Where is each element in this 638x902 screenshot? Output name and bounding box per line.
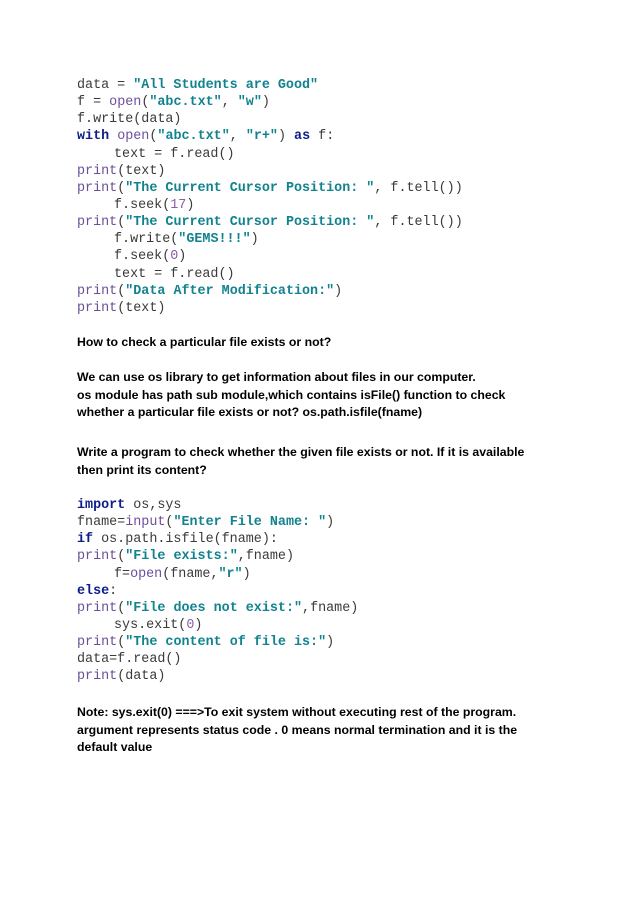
code-token: : [109,583,118,599]
code-line [77,128,463,145]
code-token: 0 [170,249,179,265]
code-token: print [77,215,118,231]
code-token: print [77,163,118,179]
task-line: then print its content? [77,462,207,477]
code-token: ) [178,249,187,265]
task-paragraph [77,444,567,479]
code-token: ( [117,215,126,231]
code-line [77,497,358,514]
code-line [77,94,463,111]
code-block-file-modification [77,77,463,317]
code-line [77,548,358,565]
task-line: Write a program to check whether the given file exists or not. If it is available [77,445,525,459]
code-token: f.write( [114,232,179,248]
note-line: Note: sys.exit(0) ===>To exit system without executing rest of the program. [77,705,517,719]
code-token: "r" [218,566,243,582]
code-line [77,163,463,180]
code-line [77,617,358,634]
code-token: "r+" [245,129,278,145]
code-token: f.seek( [114,249,171,265]
code-line [77,668,358,685]
code-token: text = f.read() [114,266,235,282]
code-line [77,248,463,265]
code-token: ) [277,129,295,145]
code-token: ,fname) [237,549,294,565]
code-token: "w" [237,95,262,111]
code-token: 17 [170,197,187,213]
code-token: print [77,549,118,565]
code-line [77,566,358,583]
code-token: "abc.txt" [149,95,222,111]
code-token: f = [77,95,110,111]
code-token: open [117,129,150,145]
code-line [77,300,463,317]
code-token: os.path.isfile(fname): [93,532,278,548]
code-token: ( [117,600,126,616]
code-token: ) [242,566,251,582]
question-heading [77,334,567,352]
code-line [77,77,463,94]
code-token: ( [165,515,174,531]
code-token: import [77,498,126,513]
code-token: print [77,635,118,651]
code-token: ( [149,129,158,145]
explanation-line: whether a particular file exists or not? os.path.isfile(fname) [77,405,423,420]
code-line [77,283,463,300]
code-token: (text) [117,300,166,316]
note-paragraph [77,704,567,757]
code-token: "All Students are Good" [133,78,319,93]
code-token: text = f.read() [114,146,235,162]
code-token: f.seek( [114,197,171,213]
code-token: os,sys [125,498,182,513]
code-line [77,583,358,600]
code-token: print [77,300,118,316]
note-line: argument represents status code . 0 means normal termination and it is the [77,722,518,737]
code-token: as [294,129,311,145]
code-line [77,111,463,128]
explanation-paragraph [77,369,567,422]
code-line [77,651,358,668]
code-token [109,129,117,144]
code-token: "The content of file is:" [125,635,327,651]
note-line: default value [77,740,153,755]
code-line [77,266,463,283]
code-token: "Enter File Name: " [173,515,327,531]
code-token: print [77,283,118,299]
code-token: (data) [117,669,166,685]
code-token: f: [310,129,335,145]
code-token: ) [326,515,335,531]
code-line [77,634,358,651]
code-token: , [229,129,246,145]
code-token: ) [186,197,195,213]
code-block-file-exists [77,497,358,686]
code-line [77,214,463,231]
code-token: data = [77,78,134,93]
code-line [77,180,463,197]
code-token: ) [194,617,203,633]
code-token: f.write(data) [77,112,182,128]
code-token: , f.tell()) [374,180,463,196]
code-token: else [77,583,110,599]
code-token: if [77,532,94,548]
question-line: How to check a particular file exists or not? [77,335,332,349]
code-line [77,514,358,531]
code-token: print [77,669,118,685]
code-token: ( [117,283,126,299]
code-token: ) [334,283,343,299]
code-token: open [109,95,142,111]
code-token: print [77,600,118,616]
code-line [77,600,358,617]
code-token: data=f.read() [77,652,182,668]
code-token: ) [326,635,335,651]
code-token: ,fname) [302,600,359,616]
code-token: "GEMS!!!" [178,232,251,248]
code-line [77,531,358,548]
code-line [77,146,463,163]
code-token: ( [117,180,126,196]
code-token: ( [141,95,150,111]
code-token: "The Current Cursor Position: " [125,180,375,196]
code-token: ) [261,95,270,111]
code-token: fname= [77,515,126,531]
code-token: ( [117,549,126,565]
code-token: "The Current Cursor Position: " [125,215,375,231]
code-token: "Data After Modification:" [125,283,335,299]
code-token: ( [117,635,126,651]
code-token: input [125,515,166,531]
code-token: "File exists:" [125,549,238,565]
code-line [77,231,463,248]
code-token: "abc.txt" [157,129,230,145]
code-token: print [77,180,118,196]
code-token: , f.tell()) [374,215,463,231]
code-token: "File does not exist:" [125,600,303,616]
code-token: (fname, [162,566,219,582]
code-token: 0 [186,617,195,633]
code-token: sys.exit( [114,617,187,633]
explanation-line: os module has path sub module,which contains isFile() function to check [77,387,506,402]
code-token: ) [250,232,259,248]
code-token: with [77,129,110,145]
code-line [77,197,463,214]
code-token: f= [114,566,131,582]
code-token: open [130,566,163,582]
code-token: (text) [117,163,166,179]
code-token: , [221,95,238,111]
explanation-line: We can use os library to get information about files in our computer. [77,370,476,384]
